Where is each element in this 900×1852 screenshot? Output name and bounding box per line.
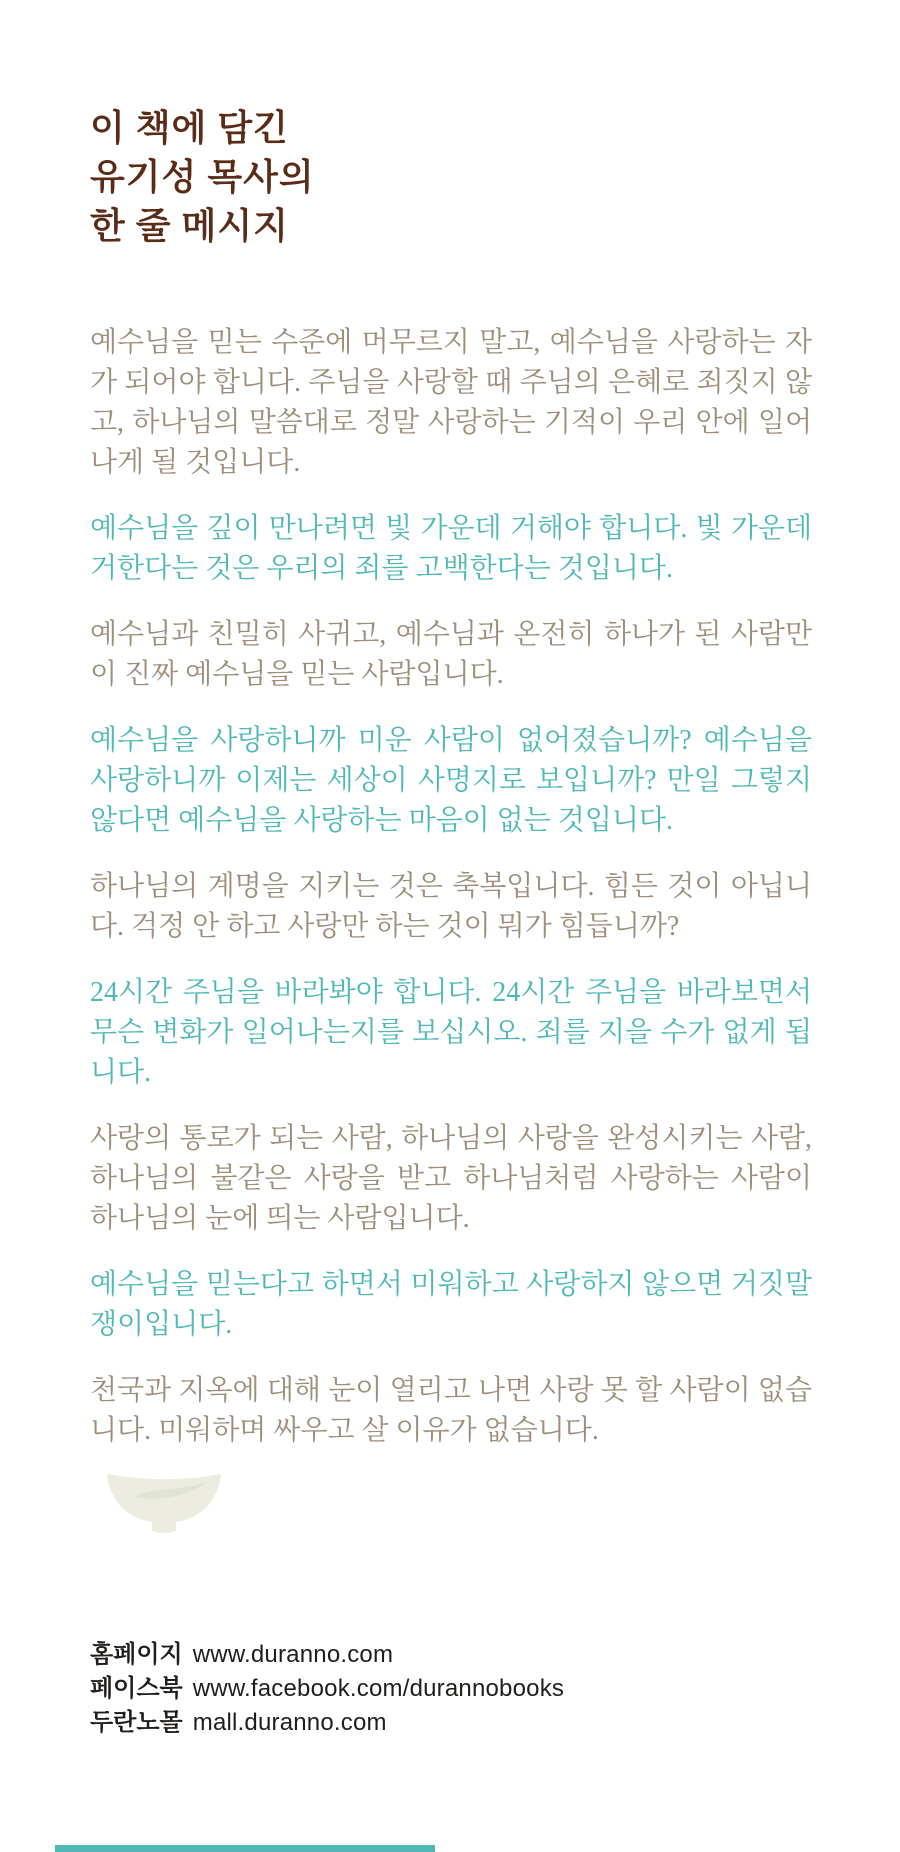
page-content: [90, 104, 812, 1477]
footer-row-homepage: [90, 1638, 564, 1672]
footer-label: 홈페이지: [90, 1641, 183, 1668]
footer-row-facebook: [90, 1672, 564, 1706]
footer-links: [90, 1638, 564, 1740]
title-line: 이 책에 담긴: [90, 108, 289, 148]
title-line: 한 줄 메시지: [90, 206, 289, 246]
footer-url: www.duranno.com: [192, 1641, 394, 1668]
page-title: [90, 104, 812, 251]
message-paragraph: 하나님의 계명을 지키는 것은 축복입니다. 힘든 것이 아닙니다. 걱정 안 하고 사랑만 하는 것이 뭐가 힘듭니까?: [90, 871, 812, 942]
footer-url: www.facebook.com/durannobooks: [192, 1675, 565, 1702]
message-paragraph: 예수님과 친밀히 사귀고, 예수님과 온전히 하나가 된 사람만이 진짜 예수님을 믿는 사람입니다.: [90, 619, 812, 690]
footer-label: 두란노몰: [90, 1709, 183, 1736]
message-paragraph: 예수님을 사랑하니까 미운 사람이 없어졌습니까? 예수님을 사랑하니까 이제는 세상이 사명지로 보입니까? 만일 그렇지 않다면 예수님을 사랑하는 마음이 없는 것입니다.: [90, 725, 812, 836]
accent-bar: [55, 1845, 435, 1852]
message-paragraph: 사랑의 통로가 되는 사람, 하나님의 사랑을 완성시키는 사람, 하나님의 불같은 사랑을 받고 하나님처럼 사랑하는 사람이 하나님의 눈에 띄는 사람입니다.: [90, 1123, 812, 1234]
message-paragraph: 예수님을 믿는 수준에 머무르지 말고, 예수님을 사랑하는 자가 되어야 합니다. 주님을 사랑할 때 주님의 은혜로 죄짓지 않고, 하나님의 말씀대로 정말 사랑하는 기적이 우리 안에 일어나게 될 것입니다.: [90, 327, 812, 478]
message-paragraph: 24시간 주님을 바라봐야 합니다. 24시간 주님을 바라보면서 무슨 변화가 일어나는지를 보십시오. 죄를 지을 수가 없게 됩니다.: [90, 977, 812, 1088]
title-line: 유기성 목사의: [90, 157, 315, 197]
footer-url: mall.duranno.com: [192, 1709, 387, 1736]
message-paragraph: 천국과 지옥에 대해 눈이 열리고 나면 사랑 못 할 사람이 없습니다. 미워하며 싸우고 살 이유가 없습니다.: [90, 1375, 812, 1446]
message-paragraph: 예수님을 깊이 만나려면 빛 가운데 거해야 합니다. 빛 가운데 거한다는 것은 우리의 죄를 고백한다는 것입니다.: [90, 513, 812, 584]
footer-row-mall: [90, 1706, 564, 1740]
bowl-icon: [105, 1472, 223, 1539]
message-paragraph: 예수님을 믿는다고 하면서 미워하고 사랑하지 않으면 거짓말쟁이입니다.: [90, 1269, 812, 1340]
footer-label: 페이스북: [90, 1675, 183, 1702]
